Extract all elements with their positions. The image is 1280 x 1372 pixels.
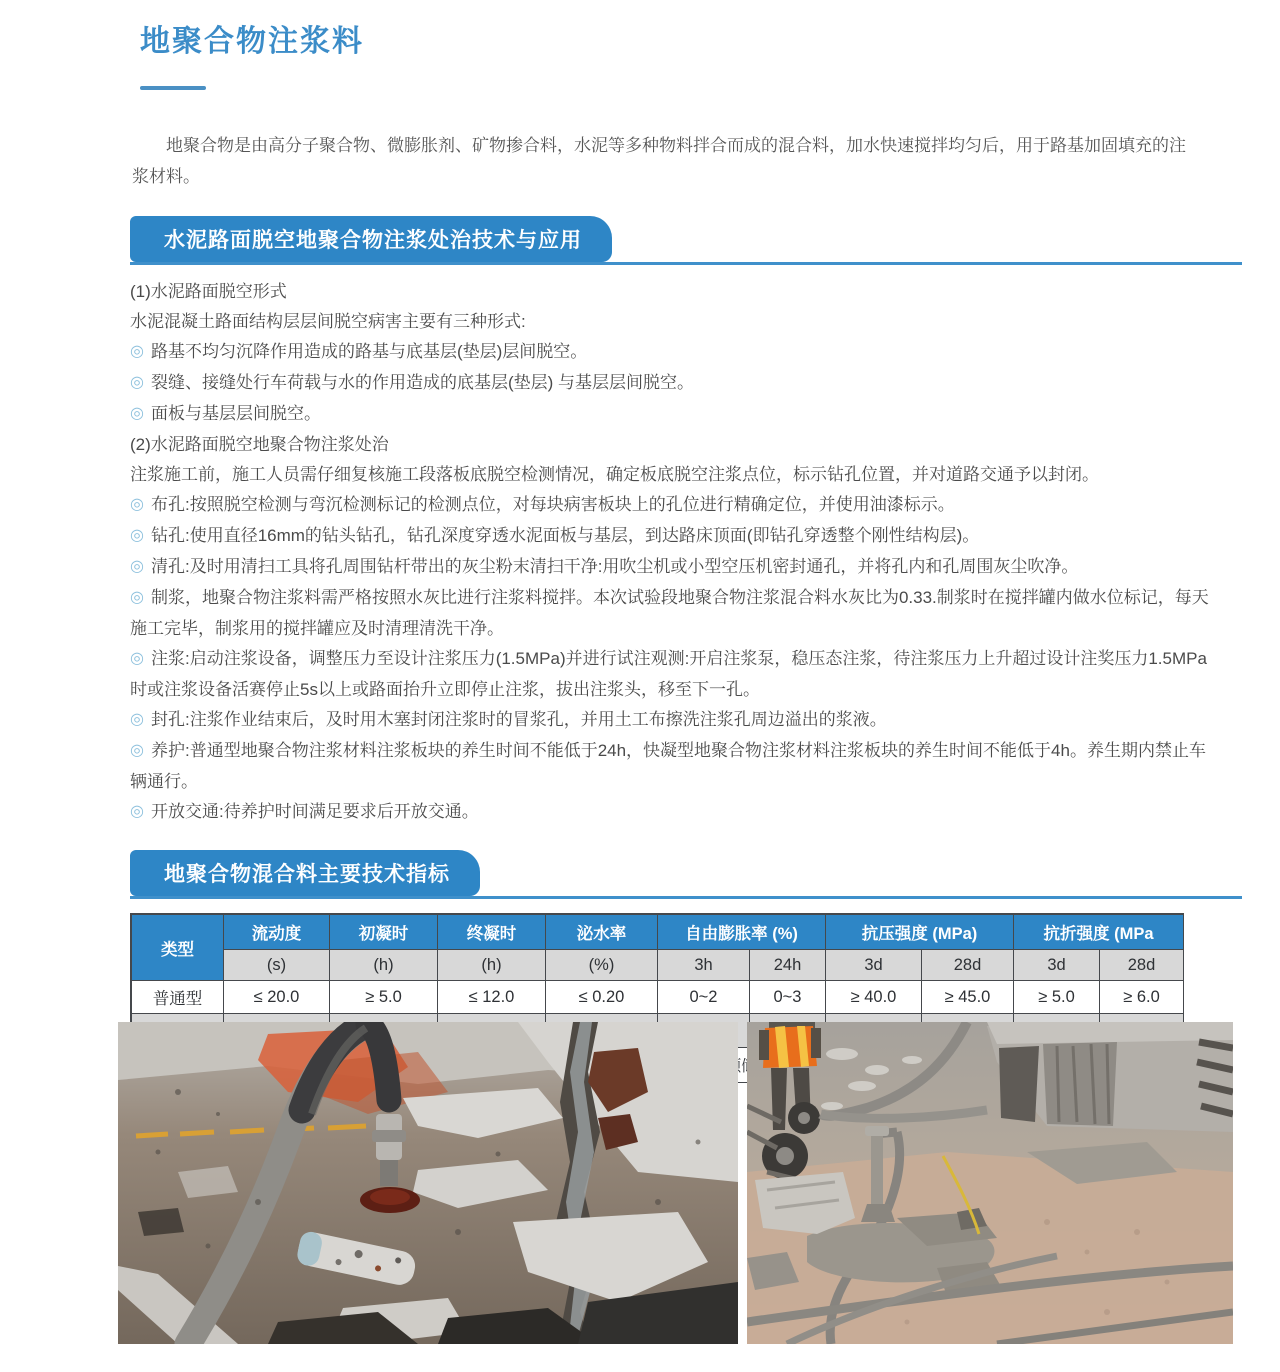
unit-cell: (%) xyxy=(546,950,658,981)
section2-banner: 地聚合物混合料主要技术指标 xyxy=(130,850,480,896)
text-line: (2)水泥路面脱空地聚合物注浆处治 xyxy=(130,435,389,454)
col-header: 泌水率 xyxy=(546,915,658,950)
photo-strip xyxy=(118,1022,1233,1344)
unit-cell: 3d xyxy=(826,950,922,981)
value-cell: 0~2 xyxy=(658,981,750,1014)
table-unit-row xyxy=(132,950,1184,981)
text-line: ◎ 清孔:及时用清扫工具将孔周围钻杆带出的灰尘粉末清扫干净:用吹尘机或小型空压机密封通孔，并将孔内和孔周围灰尘吹净。 xyxy=(130,557,1079,576)
section2-banner-row xyxy=(130,850,1242,899)
text-line: ◎ 裂缝、接缝处行车荷载与水的作用造成的底基层(垫层) 与基层层间脱空。 xyxy=(130,373,695,392)
ring-bullet-icon: ◎ xyxy=(130,496,144,513)
section1-body xyxy=(130,277,1222,828)
ring-bullet-icon: ◎ xyxy=(130,558,144,575)
text-line: ◎ 注浆:启动注浆设备，调整压力至设计注浆压力(1.5MPa)并进行试注观测:开启注浆泵，稳压态注浆，待注浆压力上升超过设计注奖压力1.5MPa时或注浆设备活赛停止5s以上或路面抬升立即停止注浆，拔出注浆头，移至下一孔。 xyxy=(130,649,1207,699)
col-header: 初凝时 xyxy=(330,915,438,950)
text-line: (1)水泥路面脱空形式 xyxy=(130,282,287,301)
text-line: ◎ 养护:普通型地聚合物注浆材料注浆板块的养生时间不能低于24h，快凝型地聚合物注浆材料注浆板块的养生时间不能低于4h。养生期内禁止车辆通行。 xyxy=(130,741,1206,791)
ring-bullet-icon: ◎ xyxy=(130,803,144,820)
photo-construction-site xyxy=(747,1022,1233,1344)
text-line: ◎ 制浆，地聚合物注浆料需严格按照水灰比进行注浆料搅拌。本次试验段地聚合物注浆混合料水灰比为0.33.制浆时在搅拌罐内做水位标记，每天施工完毕，制浆用的搅拌罐应及时清理清洗干净。 xyxy=(130,588,1209,638)
unit-cell: 28d xyxy=(922,950,1014,981)
text-line: 注浆施工前，施工人员需仔细复核施工段落板底脱空检测情况，确定板底脱空注浆点位，标示钻孔位置，并对道路交通予以封闭。 xyxy=(130,465,1099,484)
section1-banner: 水泥路面脱空地聚合物注浆处治技术与应用 xyxy=(130,216,612,262)
ring-bullet-icon: ◎ xyxy=(130,374,144,391)
value-cell: ≤ 20.0 xyxy=(224,981,330,1014)
value-cell: ≥ 6.0 xyxy=(1100,981,1184,1014)
value-cell: ≥ 5.0 xyxy=(330,981,438,1014)
value-cell: ≥ 45.0 xyxy=(922,981,1014,1014)
table-header-row xyxy=(132,915,1184,950)
unit-cell: (s) xyxy=(224,950,330,981)
unit-cell: 3d xyxy=(1014,950,1100,981)
value-cell: 0~3 xyxy=(750,981,826,1014)
ring-bullet-icon: ◎ xyxy=(130,527,144,544)
ring-bullet-icon: ◎ xyxy=(130,711,144,728)
row-type: 普通型 xyxy=(132,981,224,1014)
unit-cell: 24h xyxy=(750,950,826,981)
photo-grouting-hose-pavement xyxy=(118,1022,738,1344)
value-cell: ≤ 12.0 xyxy=(438,981,546,1014)
col-header: 终凝时 xyxy=(438,915,546,950)
text-line: ◎ 面板与基层层间脱空。 xyxy=(130,404,321,423)
col-header: 流动度 xyxy=(224,915,330,950)
ring-bullet-icon: ◎ xyxy=(130,742,144,759)
value-cell: ≤ 0.20 xyxy=(546,981,658,1014)
col-header-group: 抗折强度 (MPa xyxy=(1014,915,1184,950)
text-line: 水泥混凝土路面结构层层间脱空病害主要有三种形式: xyxy=(130,312,526,331)
ring-bullet-icon: ◎ xyxy=(130,405,144,422)
ring-bullet-icon: ◎ xyxy=(130,650,144,667)
section1-banner-row xyxy=(130,216,1242,265)
page-title: 地聚合物注浆料 xyxy=(140,25,364,58)
text-line: ◎ 封孔:注浆作业结束后，及时用木塞封闭注浆时的冒浆孔，并用土工布擦洗注浆孔周边溢出的浆液。 xyxy=(130,710,887,729)
value-cell: ≥ 40.0 xyxy=(826,981,922,1014)
col-header-type: 类型 xyxy=(132,915,224,981)
text-line: ◎ 布孔:按照脱空检测与弯沉检测标记的检测点位，对每块病害板块上的孔位进行精确定位，并使用油漆标示。 xyxy=(130,495,955,514)
col-header-group: 自由膨胀率 (%) xyxy=(658,915,826,950)
ring-bullet-icon: ◎ xyxy=(130,589,144,606)
text-line: ◎ 开放交通:待养护时间满足要求后开放交通。 xyxy=(130,802,479,821)
text-line: ◎ 路基不均匀沉降作用造成的路基与底基层(垫层)层间脱空。 xyxy=(130,342,588,361)
unit-cell: (h) xyxy=(330,950,438,981)
ring-bullet-icon: ◎ xyxy=(130,343,144,360)
intro-paragraph: 地聚合物是由高分子聚合物、微膨胀剂、矿物掺合料，水泥等多种物料拌合而成的混合料，加水快速搅拌均匀后，用于路基加固填充的注浆材料。 xyxy=(132,136,1186,186)
col-header-group: 抗压强度 (MPa) xyxy=(826,915,1014,950)
unit-cell: (h) xyxy=(438,950,546,981)
value-cell: ≥ 5.0 xyxy=(1014,981,1100,1014)
text-line: ◎ 钻孔:使用直径16mm的钻头钻孔，钻孔深度穿透水泥面板与基层，到达路床顶面(即钻孔穿透整个刚性结构层)。 xyxy=(130,526,980,545)
table-row xyxy=(132,981,1184,1014)
unit-cell: 28d xyxy=(1100,950,1184,981)
unit-cell: 3h xyxy=(658,950,750,981)
title-underline xyxy=(140,86,206,90)
